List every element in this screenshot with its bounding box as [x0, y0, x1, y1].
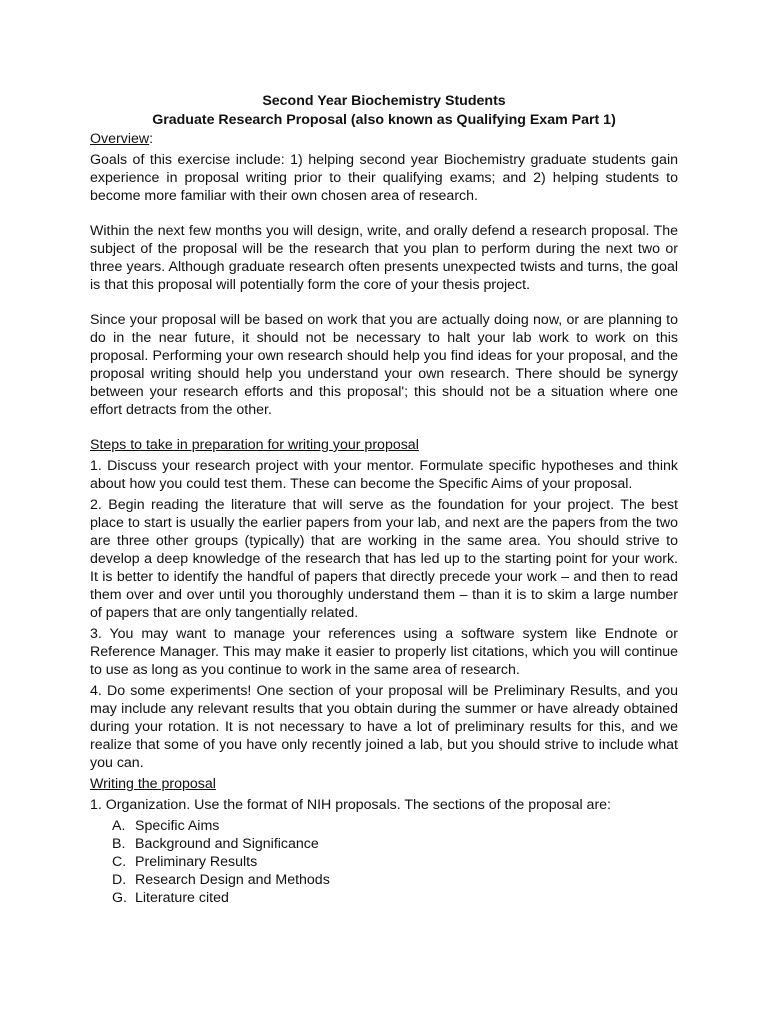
list-item-letter: A. — [112, 818, 126, 834]
list-item — [112, 889, 678, 907]
list-item — [112, 835, 678, 853]
list-item-label: Literature cited — [135, 890, 229, 906]
step-item: 1. Discuss your research project with your mentor. Formulate specific hypotheses and think about how you could test them. These can become the Specific Aims of your proposal. — [90, 458, 678, 492]
overview-paragraph: Since your proposal will be based on work that you are actually doing now, or are planning to do in the near future, it should not be necessary to halt your lab work to work on this proposal. Performing your own research should help you find ideas for your proposal, and the proposal writing should help you understand your own research. There should be synergy between your research efforts and this proposal'; this should not be a situation where one effort detracts from the other. — [90, 312, 678, 418]
step-item: 2. Begin reading the literature that will serve as the foundation for your project. The best place to start is usually the earlier papers from your lab, and next are the papers from the two are three other groups (typically) that are working in the same area. You should strive to develop a deep knowledge of the research that has led up to the starting point for your work. It is better to identify the handful of papers that directly precede your work – and then to read them over and over until you thoroughly understand them – than it is to skim a large number of papers that are only tangentially related. — [90, 497, 678, 621]
document-title-line2: Graduate Research Proposal (also known as Qualifying Exam Part 1) — [152, 112, 616, 128]
list-item-label: Background and Significance — [135, 836, 319, 852]
list-item-label: Specific Aims — [135, 818, 220, 834]
list-item-label: Preliminary Results — [135, 854, 258, 870]
overview-paragraph: Goals of this exercise include: 1) helping second year Biochemistry graduate students gain experience in proposal writing prior to their qualifying exams; and 2) helping students to become more familiar with their own chosen area of research. — [90, 152, 678, 204]
list-item-letter: D. — [112, 872, 127, 888]
list-item-letter: C. — [112, 854, 127, 870]
writing-item: 1. Organization. Use the format of NIH proposals. The sections of the proposal are: — [90, 797, 612, 813]
overview-heading: Overview — [90, 131, 150, 147]
steps-heading: Steps to take in preparation for writing your proposal — [90, 437, 419, 453]
overview-heading-row — [90, 130, 678, 148]
step-item: 3. You may want to manage your references using a software system like Endnote or Reference Manager. This may make it easier to properly list citations, which you will continue to use as long as you continue to work in the same area of research. — [90, 626, 678, 678]
overview-heading-colon: : — [149, 131, 154, 147]
document-page — [90, 92, 678, 907]
proposal-sections-list — [90, 817, 678, 907]
list-item — [112, 871, 678, 889]
writing-heading: Writing the proposal — [90, 776, 216, 792]
list-item-label: Research Design and Methods — [135, 872, 330, 888]
document-title-line1: Second Year Biochemistry Students — [262, 93, 506, 109]
step-item: 4. Do some experiments! One section of your proposal will be Preliminary Results, and you may include any relevant results that you obtain during the summer or have already obtained during your rotation. It is not necessary to have a lot of preliminary results for this, and we realize that some of you have only recently joined a lab, but you should strive to include what you can. — [90, 683, 678, 771]
overview-paragraph: Within the next few months you will design, write, and orally defend a research proposal. The subject of the proposal will be the research that you plan to perform during the next two or three years. Although graduate research often presents unexpected twists and turns, the goal is that this proposal will potentially form the core of your thesis project. — [90, 223, 678, 293]
list-item-letter: G. — [112, 890, 127, 906]
list-item — [112, 817, 678, 835]
list-item — [112, 853, 678, 871]
list-item-letter: B. — [112, 836, 126, 852]
